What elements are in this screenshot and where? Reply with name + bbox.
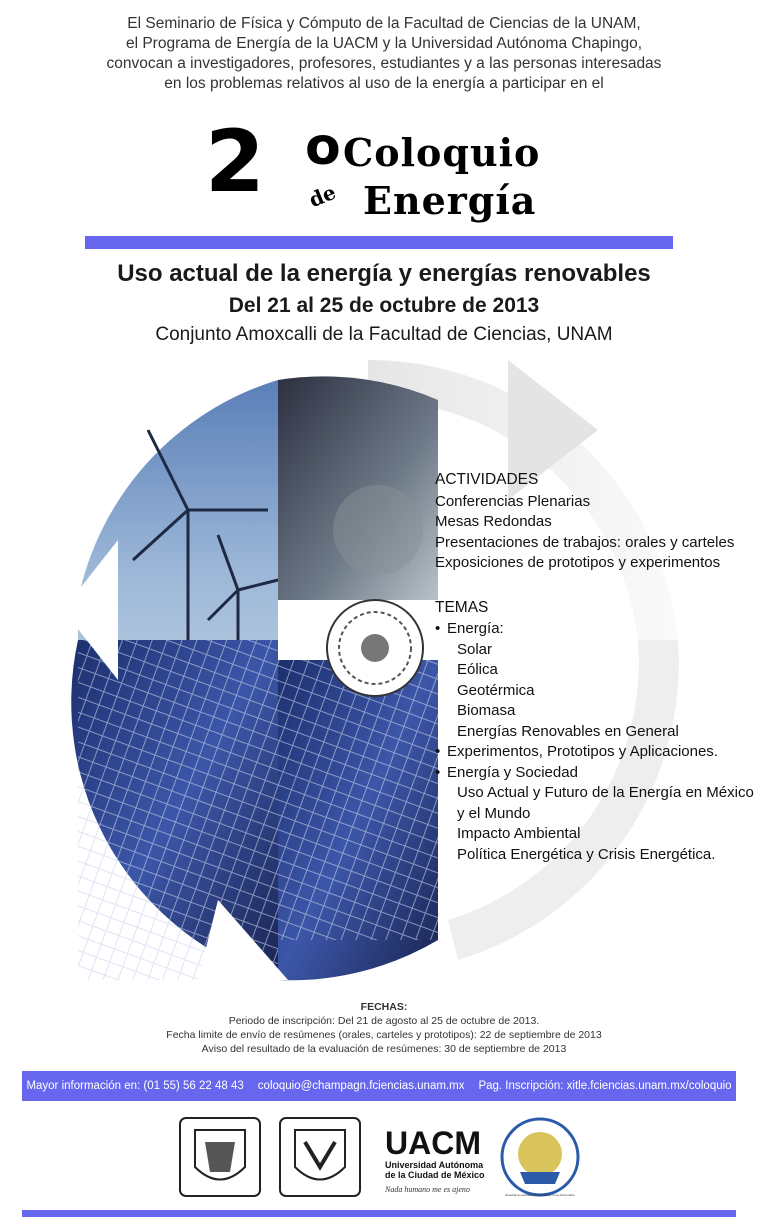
fecha-line: Periodo de inscripción: Del 21 de agosto al 25 de octubre de 2013. xyxy=(228,1015,540,1027)
actividad-item: Exposiciones de prototipos y experimentos xyxy=(435,554,721,571)
contact-info-bar xyxy=(22,1071,736,1101)
bullet: • xyxy=(435,763,441,781)
fecha-line: Aviso del resultado de la evaluación de resúmenes: 30 de septiembre de 2013 xyxy=(201,1043,567,1055)
actividades-heading: ACTIVIDADES xyxy=(435,471,539,488)
tema-subitem: Geotérmica xyxy=(457,681,535,699)
tema-label: Energía: xyxy=(447,620,504,637)
tema-subitem: Biomasa xyxy=(457,702,516,719)
intro-line: convocan a investigadores, profesores, estudiantes y a las personas interesadas xyxy=(106,55,662,72)
tema-energia xyxy=(435,619,765,640)
fecha-line: Fecha limite de envío de resúmenes (orales, carteles y prototipos): 22 de septiembre de 2013 xyxy=(166,1029,602,1041)
tema-sociedad xyxy=(435,763,765,784)
fechas-title: FECHAS: xyxy=(360,1001,408,1013)
intro-line: El Seminario de Física y Cómputo de la Facultad de Ciencias de la UNAM, xyxy=(127,15,641,32)
intro-line: el Programa de Energía de la UACM y la Universidad Autónoma Chapingo, xyxy=(125,35,643,52)
title-line2: Energía xyxy=(363,178,537,223)
tema-subitem: Solar xyxy=(457,640,493,658)
title-line1: Coloquio xyxy=(343,130,541,175)
tema-label: Experimentos, Prototipos y Aplicaciones. xyxy=(447,743,718,760)
uacm-sub1: Universidad Autónoma xyxy=(385,1160,484,1170)
tema-label: Energía y Sociedad xyxy=(447,763,578,781)
bullet: • xyxy=(435,620,441,637)
venue-heading: Conjunto Amoxcalli de la Facultad de Ciencias, UNAM xyxy=(155,324,613,345)
actividad-item: Mesas Redondas xyxy=(435,513,552,530)
actividad-item: Presentaciones de trabajos: orales y carteles xyxy=(435,533,735,551)
bullet: • xyxy=(435,743,441,760)
tema-subitem: Eólica xyxy=(457,661,498,678)
title-degree: o xyxy=(305,117,341,177)
bottom-bar xyxy=(22,1210,736,1217)
tema-experimentos xyxy=(435,742,765,763)
uacm-motto: Nada humano me es ajeno xyxy=(385,1185,470,1194)
tema-subitem: Energías Renovables en General xyxy=(457,722,679,740)
chapingo-logo xyxy=(502,1119,578,1197)
ciencias-logo xyxy=(280,1118,360,1196)
tema-subitem: Impacto Ambiental xyxy=(457,825,581,842)
unam-logo xyxy=(180,1118,260,1196)
title-number: 2 xyxy=(205,112,261,212)
temas-heading: TEMAS xyxy=(435,598,489,616)
program-details xyxy=(435,470,765,865)
actividad-item: Conferencias Plenarias xyxy=(435,492,591,510)
contact-phone: Mayor información en: (01 55) 56 22 48 43 xyxy=(26,1080,244,1092)
dates-heading: Del 21 al 25 de octubre de 2013 xyxy=(228,294,540,317)
event-title xyxy=(205,112,575,223)
fechas-section xyxy=(0,1000,768,1056)
registration-link[interactable]: Pag. Inscripción: xitle.fciencias.unam.mx/coloquio xyxy=(478,1080,732,1092)
contact-email[interactable]: coloquio@champagn.fciencias.unam.mx xyxy=(257,1080,465,1092)
tema-subitem: Política Energética y Crisis Energética. xyxy=(457,845,716,863)
title-de: de xyxy=(305,179,340,213)
sponsor-logos xyxy=(0,1112,768,1202)
tema-subitem: Uso Actual y Futuro de la Energía en México xyxy=(457,784,754,801)
uacm-logo xyxy=(384,1125,485,1194)
intro-text xyxy=(0,14,768,94)
chapingo-motto: Enseñar la explotación de la tierra, no la del hombre xyxy=(505,1193,575,1197)
divider-bar xyxy=(85,236,673,249)
tema-subitem: y el Mundo xyxy=(457,804,531,822)
uacm-name: UACM xyxy=(385,1125,481,1161)
intro-line: en los problemas relativos al uso de la energía a participar en el xyxy=(164,75,604,92)
uacm-sub2: de la Ciudad de México xyxy=(385,1170,485,1180)
topic-heading: Uso actual de la energía y energías renovables xyxy=(117,260,651,287)
